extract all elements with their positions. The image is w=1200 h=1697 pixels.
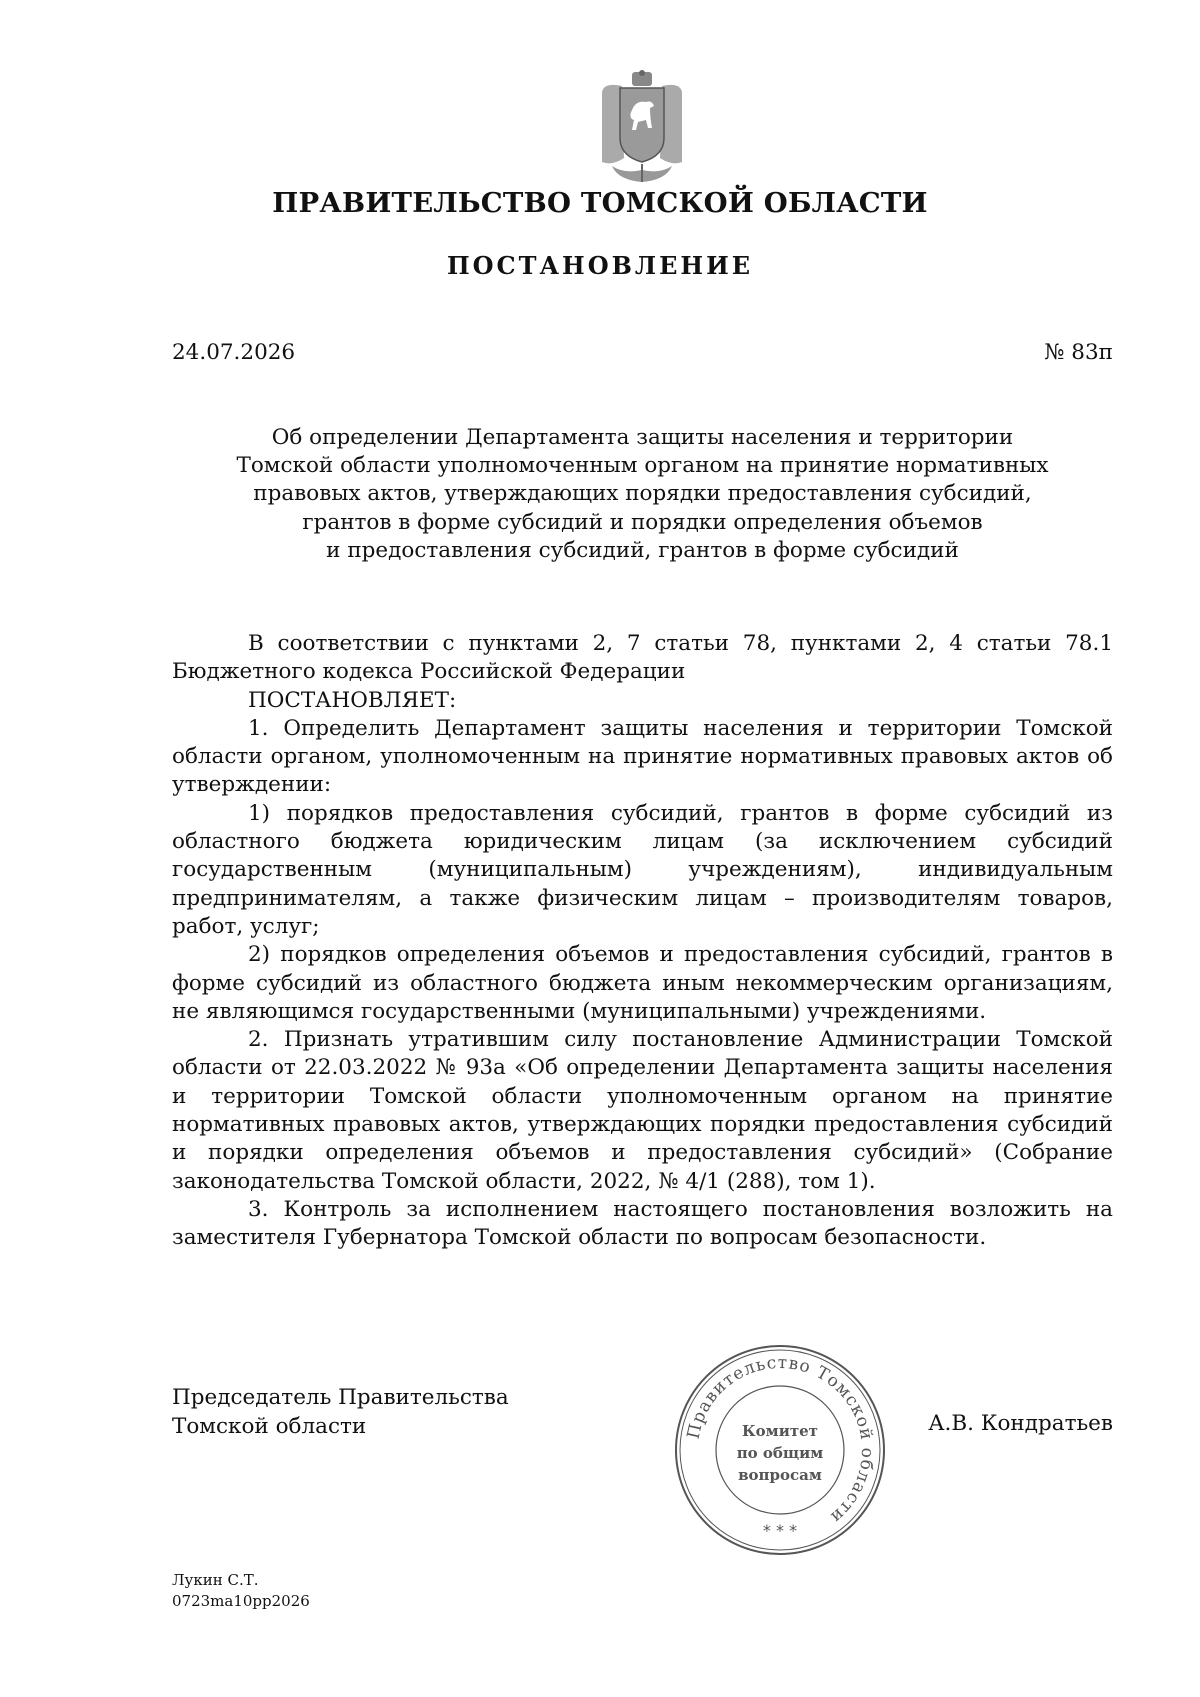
document-number: № 83п xyxy=(1044,340,1113,365)
organization-title: ПРАВИТЕЛЬСТВО ТОМСКОЙ ОБЛАСТИ xyxy=(272,187,928,219)
title-line: Томской области уполномоченным органом на принятие нормативных xyxy=(236,453,1049,479)
title-line: грантов в форме субсидий и порядки определения объемов xyxy=(302,509,983,535)
coat-of-arms-emblem xyxy=(594,70,690,184)
preamble-paragraph: В соответствии с пунктами 2, 7 статьи 78, пунктами 2, 4 статьи 78.1 Бюджетного кодекса Российской Федерации xyxy=(172,631,1113,685)
stamp-center-line: вопросам xyxy=(738,1466,822,1484)
stamp-center-line: по общим xyxy=(736,1444,824,1462)
document-type: ПОСТАНОВЛЕНИЕ xyxy=(446,251,754,280)
document-date: 24.07.2026 xyxy=(172,340,296,365)
stamp-stars-icon: * * * xyxy=(762,1521,798,1540)
stamp-center-line: Комитет xyxy=(742,1422,818,1440)
executor-name: Лукин С.Т. xyxy=(172,1571,259,1589)
title-line: Об определении Департамента защиты населения и территории xyxy=(271,425,1014,450)
official-stamp xyxy=(670,1340,890,1560)
signatory-position xyxy=(172,1384,509,1441)
title-line: и предоставления субсидий, грантов в форме субсидий xyxy=(326,537,959,563)
item-2: 2. Признать утратившим силу постановление Администрации Томской области от 22.03.2022 № 93а «Об определении Департамента защиты населения и территории Томской области уполномоченным органом на принятие нормативных правовых актов, утверждающих порядки предоставления субсидий и порядки определения объемов и предоставления субсидий» (Собрание законодательства Томской области, 2022, № 4/1 (288), том 1). xyxy=(172,1027,1113,1194)
document-title xyxy=(172,424,1113,565)
item-1-1: 1) порядков предоставления субсидий, грантов в форме субсидий из областного бюджета юридическим лицам (за исключением субсидий государственным (муниципальным) учреждениям), индивидуальным предпринимателям, а также физическим лицам – производителям товаров, работ, услуг; xyxy=(172,800,1113,939)
executor-code: 0723ma10pp2026 xyxy=(172,1592,310,1610)
document-body xyxy=(172,630,1113,1253)
resolves-line: ПОСТАНОВЛЯЕТ: xyxy=(248,687,457,713)
item-1: 1. Определить Департамент защиты населения и территории Томской области органом, уполномоченным на принятие нормативных правовых актов об утверждении: xyxy=(172,715,1113,798)
svg-text:Правительство Томской области xyxy=(684,1353,878,1527)
item-1-2: 2) порядков определения объемов и предоставления субсидий, грантов в форме субсидий из областного бюджета иным некоммерческим организациям, не являющимся государственными (муниципальными) учреждениями. xyxy=(172,942,1113,1024)
signatory-position-line: Томской области xyxy=(172,1413,367,1439)
executor-block xyxy=(172,1570,310,1612)
signatory-name: А.В. Кондратьев xyxy=(928,1411,1113,1436)
item-3: 3. Контроль за исполнением настоящего постановления возложить на заместителя Губернатора Томской области по вопросам безопасности. xyxy=(172,1196,1113,1251)
title-line: правовых актов, утверждающих порядки предоставления субсидий, xyxy=(253,481,1032,507)
stamp-ring-text: Правительство Томской области xyxy=(683,1352,878,1528)
signatory-position-line: Председатель Правительства xyxy=(172,1385,509,1410)
